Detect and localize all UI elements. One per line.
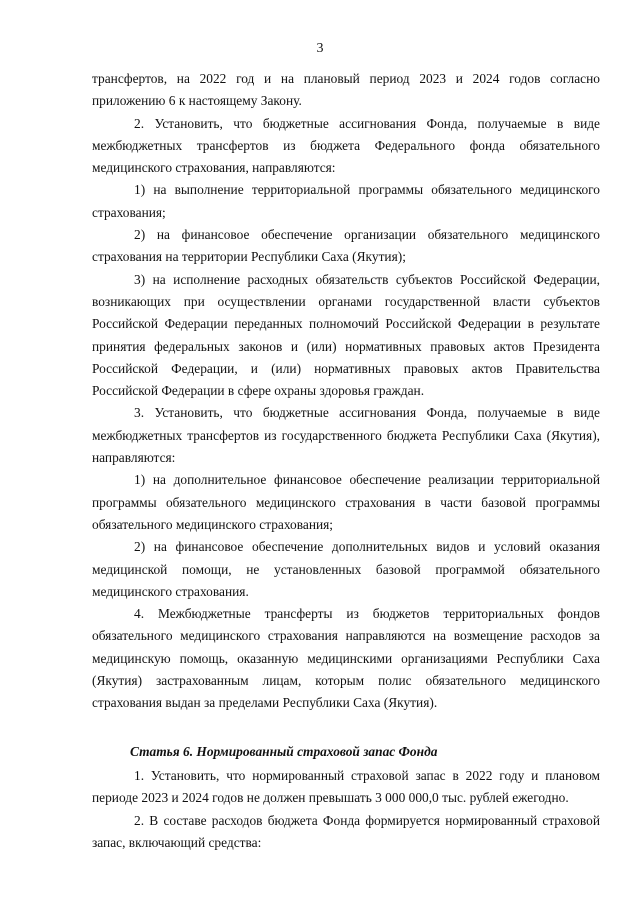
document-body [92,68,600,854]
spacer [92,715,600,737]
paragraph-clause-2-item-3: 3) на исполнение расходных обязательств субъектов Российской Федерации, возникающих при осуществлении органами государственной власти субъектов Российской Федерации переданных полномочий Российской Федерации в результате принятия федеральных законов и (или) нормативных правовых актов Президента Российской Федерации, и (или) нормативных правовых актов Правительства Российской Федерации в сфере охраны здоровья граждан. [92,271,600,399]
paragraph-clause-3: 3. Установить, что бюджетные ассигнования Фонда, получаемые в виде межбюджетных трансфертов из государственного бюджета Республики Саха (Якутия), направляются: [92,405,600,466]
paragraph-clause-4: 4. Межбюджетные трансферты из бюджетов территориальных фондов обязательного медицинского страхования направляются на возмещение расходов за медицинскую помощь, оказанную медицинскими организациями Республики Саха (Якутия) застрахованным лицам, которым полис обязательного медицинского страхования выдан за пределами Республики Саха (Якутия). [92,606,600,711]
article-heading: Статья 6. Нормированный страховой запас Фонда [130,743,438,759]
paragraph-clause-2-item-1: 1) на выполнение территориальной программы обязательного медицинского страхования; [92,182,600,220]
paragraph-clause-3-item-1: 1) на дополнительное финансовое обеспечение реализации территориальной программы обязательного медицинского страхования в части базовой программы обязательного медицинского страхования; [92,472,600,532]
article-paragraph-1: 1. Установить, что нормированный страховой запас в 2022 году и плановом периоде 2023 и 2024 годов не должен превышать 3 000 000,0 тыс. рублей ежегодно. [92,767,600,806]
paragraph-clause-3-item-2: 2) на финансовое обеспечение дополнительных видов и условий оказания медицинской помощи, не установленных базовой программой обязательного медицинского страхования. [92,539,600,599]
paragraph-continuation: трансфертов, на 2022 год и на плановый период 2023 и 2024 годов согласно приложению 6 к настоящему Закону. [92,71,600,109]
paragraph-clause-2-item-2: 2) на финансовое обеспечение организации обязательного медицинского страхования на территории Республики Саха (Якутия); [92,227,600,265]
article-paragraph-2: 2. В составе расходов бюджета Фонда формируется нормированный страховой запас, включающий средства: [92,812,600,850]
paragraph-clause-2: 2. Установить, что бюджетные ассигнования Фонда, получаемые в виде межбюджетных трансфертов из бюджета Федерального фонда обязательного медицинского страхования, направляются: [92,115,600,176]
page-number: 3 [316,41,324,56]
